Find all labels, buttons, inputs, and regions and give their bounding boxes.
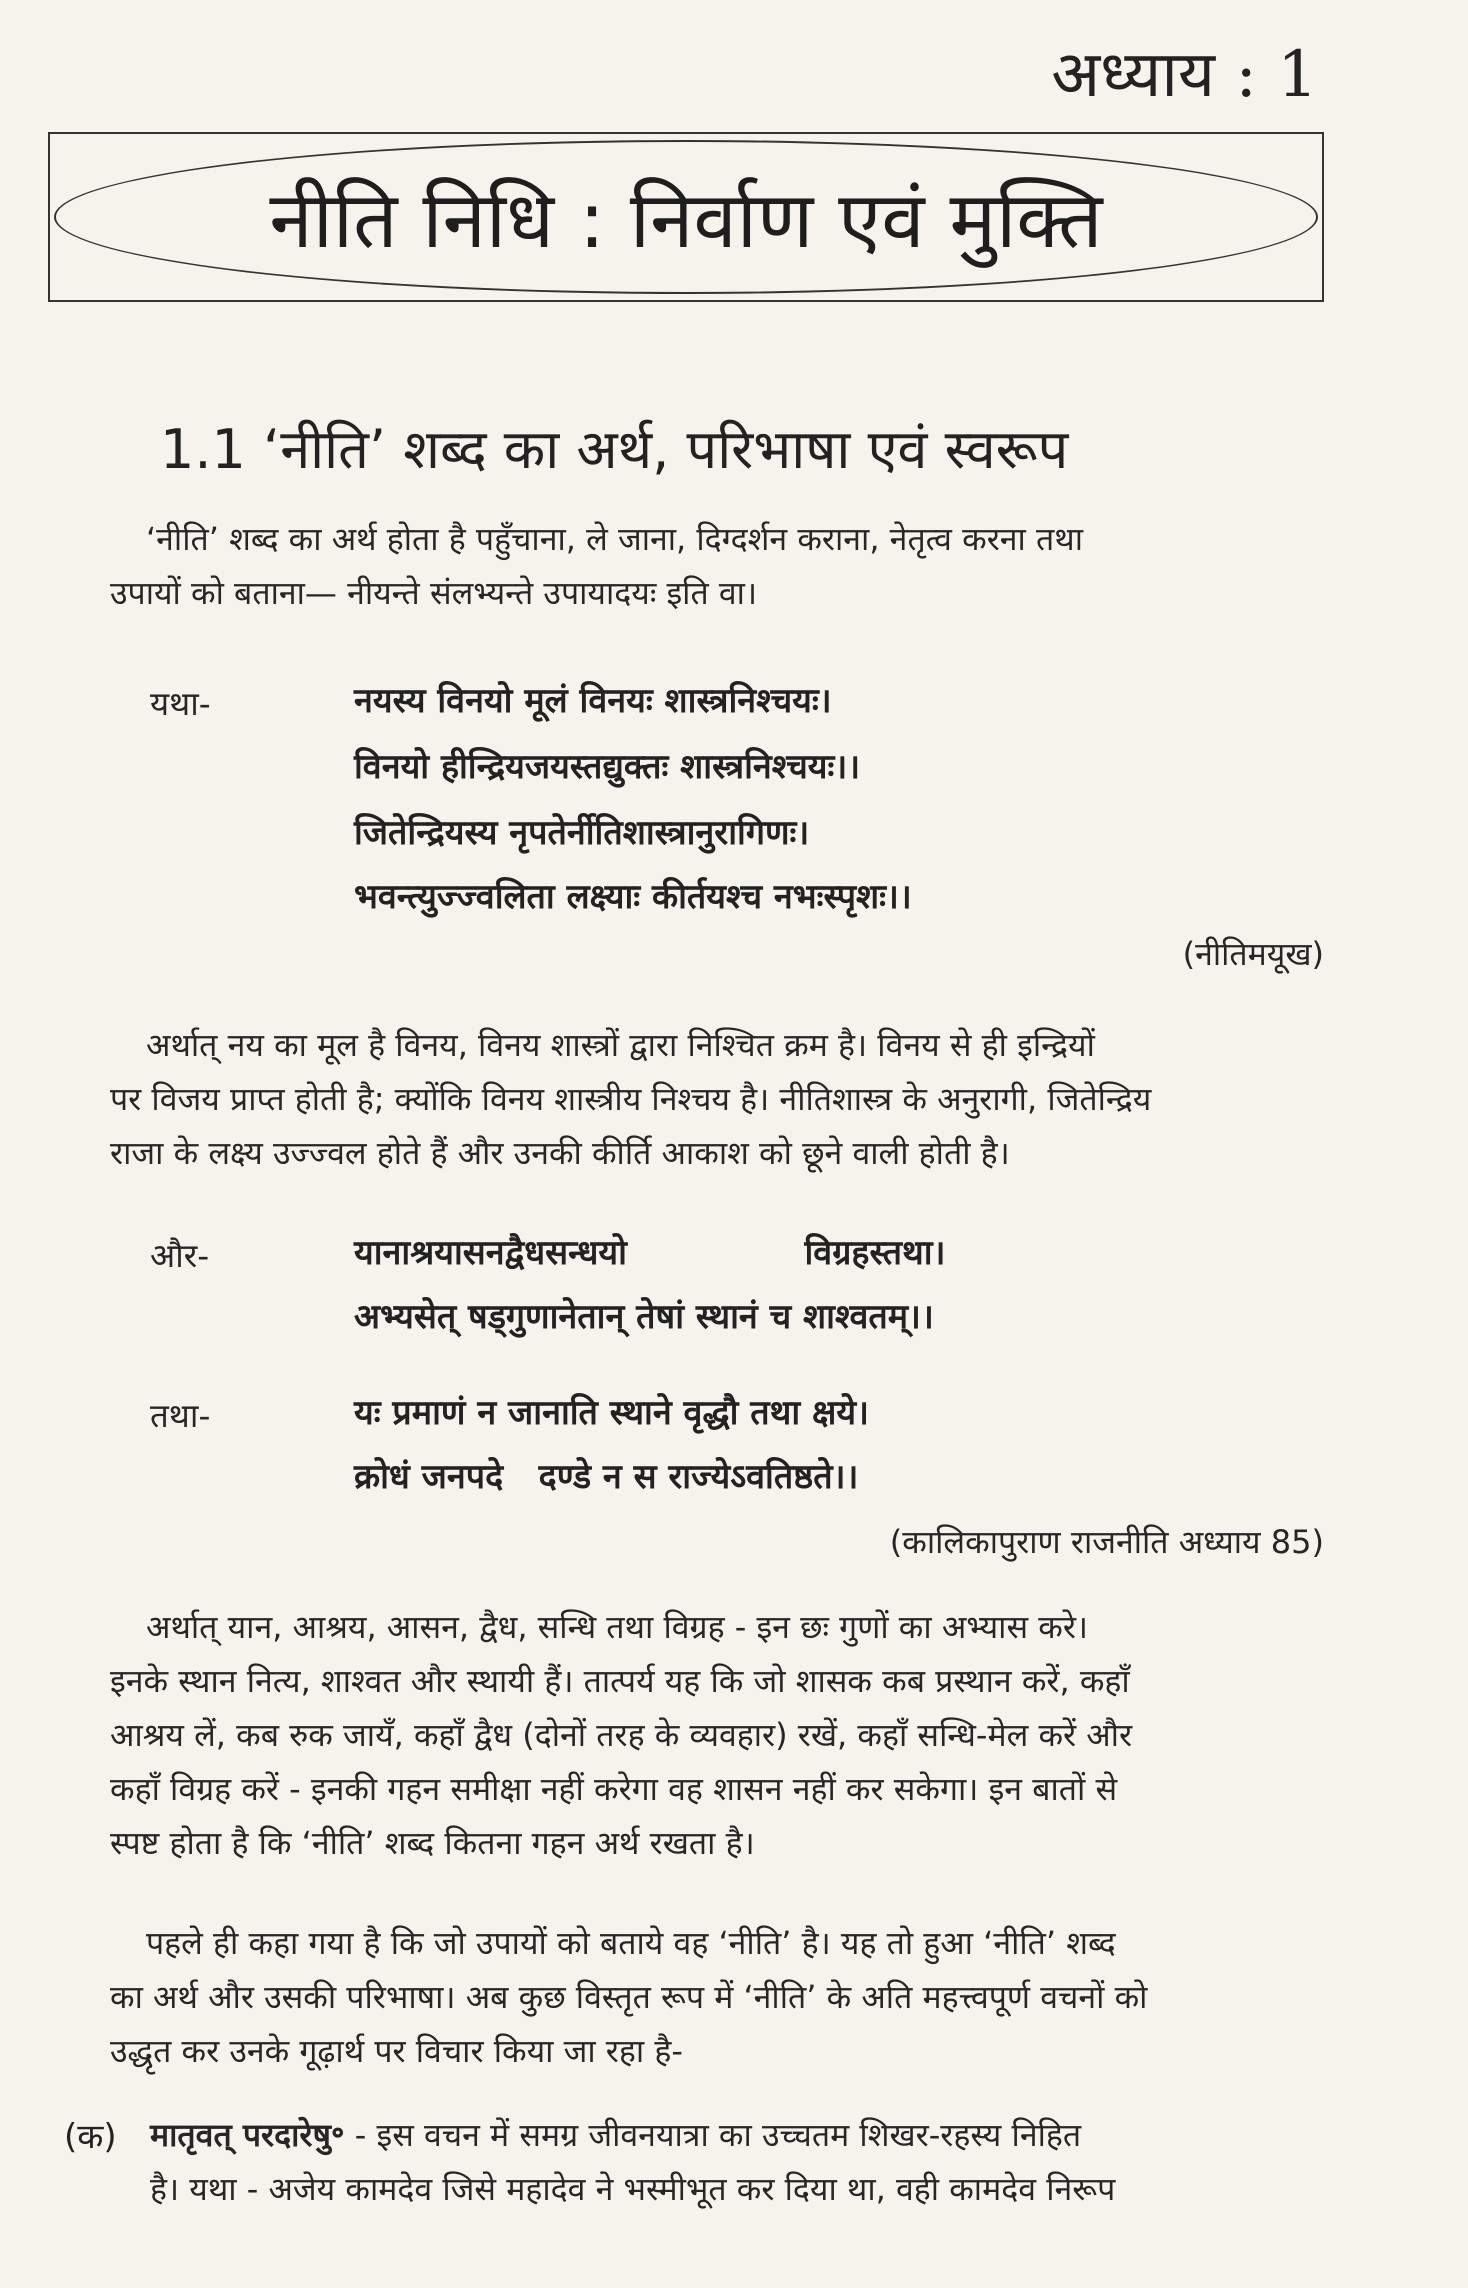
verse-label: यथा- [150,684,211,723]
verse-label: तथा- [150,1396,211,1435]
paragraph-line: पर विजय प्राप्त होती है; क्योंकि विनय शास्त्रीय निश्चय है। नीतिशास्त्र के अनुरागी, जितेन्द्रिय [110,1080,1152,1118]
item-k-term: मातृवत् परदारेषु॰ [150,2116,345,2154]
verse-source: (कालिकापुराण राजनीति अध्याय 85) [889,1523,1324,1561]
paragraph-line: कहाँ विग्रह करें - इनकी गहन समीक्षा नहीं करेगा वह शासन नहीं कर सकेगा। इन बातों से [110,1770,1118,1808]
paragraph-line: स्पष्ट होता है कि ‘नीति’ शब्द कितना गहन अर्थ रखता है। [110,1824,755,1862]
item-marker: (क) [64,2117,117,2157]
title-oval [54,140,1318,294]
paragraph-4 [110,1916,1326,2078]
verse-line: भवन्त्युज्ज्वलिता लक्ष्याः कीर्तयश्च नभःस्पृशः।। [354,877,912,917]
paragraph-line: उपायों को बताना— नीयन्ते संलभ्यन्ते उपायादयः इति वा। [110,574,758,612]
paragraph-line: ‘नीति’ शब्द का अर्थ होता है पहुँचाना, ले जाना, दिग्दर्शन कराना, नेतृत्व करना तथा [146,520,1083,558]
item-k-line-1-rest: - इस वचन में समग्र जीवनयात्रा का उच्चतम शिखर-रहस्य निहित [344,2116,1082,2154]
verse-line: क्रोधं जनपदे दण्डे न स राज्येऽवतिष्ठते।। [354,1457,859,1497]
verse-source: (नीतिमयूख) [1182,935,1324,973]
title-box [48,132,1324,302]
paragraph-3 [110,1600,1326,1870]
section-heading: 1.1 ‘नीति’ शब्द का अर्थ, परिभाषा एवं स्वरूप [160,418,1069,481]
paragraph-line: अर्थात् यान, आश्रय, आसन, द्वैध, सन्धि तथा विग्रह - इन छः गुणों का अभ्यास करे। [146,1608,1089,1646]
item-k-line-2: है। यथा - अजेय कामदेव जिसे महादेव ने भस्मीभूत कर दिया था, वही कामदेव निरूप [150,2170,1116,2208]
verse-label: और- [150,1236,210,1275]
paragraph-line: आश्रय लें, कब रुक जायँ, कहाँ द्वैध (दोनों तरह के व्यवहार) रखें, कहाँ सन्धि-मेल करें और [110,1716,1133,1754]
paragraph-2 [110,1018,1326,1180]
item-k-text [150,2108,1326,2216]
paragraph-line: का अर्थ और उसकी परिभाषा। अब कुछ विस्तृत रूप में ‘नीति’ के अति महत्त्वपूर्ण वचनों को [110,1978,1148,2016]
paragraph-line: राजा के लक्ष्य उज्ज्वल होते हैं और उनकी कीर्ति आकाश को छूने वाली होती है। [110,1134,1010,1172]
chapter-label: अध्याय : 1 [1051,38,1318,112]
verse-line: जितेन्द्रियस्य नृपतेर्नीतिशास्त्रानुरागिणः। [354,813,810,853]
item-k-line-1 [150,2108,1326,2162]
paragraph-1 [110,512,1326,620]
verse-line: यानाश्रयासनद्वैधसन्धयो विग्रहस्तथा। [354,1233,946,1273]
verse-line: यः प्रमाणं न जानाति स्थाने वृद्धौ तथा क्षये। [354,1393,869,1433]
paragraph-line: अर्थात् नय का मूल है विनय, विनय शास्त्रों द्वारा निश्चित क्रम है। विनय से ही इन्द्रियों [146,1026,1095,1064]
paragraph-line: उद्धृत कर उनके गूढ़ार्थ पर विचार किया जा रहा है- [110,2032,683,2070]
chapter-title: नीति निधि : निर्वाण एवं मुक्ति [269,176,1103,266]
verse-line: विनयो हीन्द्रियजयस्तद्युक्तः शास्त्रनिश्चयः।। [354,747,861,787]
paragraph-line: पहले ही कहा गया है कि जो उपायों को बताये वह ‘नीति’ है। यह तो हुआ ‘नीति’ शब्द [146,1924,1116,1962]
paragraph-line: इनके स्थान नित्य, शाश्वत और स्थायी हैं। तात्पर्य यह कि जो शासक कब प्रस्थान करें, कहाँ [110,1662,1130,1700]
verse-line: अभ्यसेत् षड्गुणानेतान् तेषां स्थानं च शाश्वतम्।। [354,1297,934,1337]
verse-line: नयस्य विनयो मूलं विनयः शास्त्रनिश्चयः। [354,681,832,721]
